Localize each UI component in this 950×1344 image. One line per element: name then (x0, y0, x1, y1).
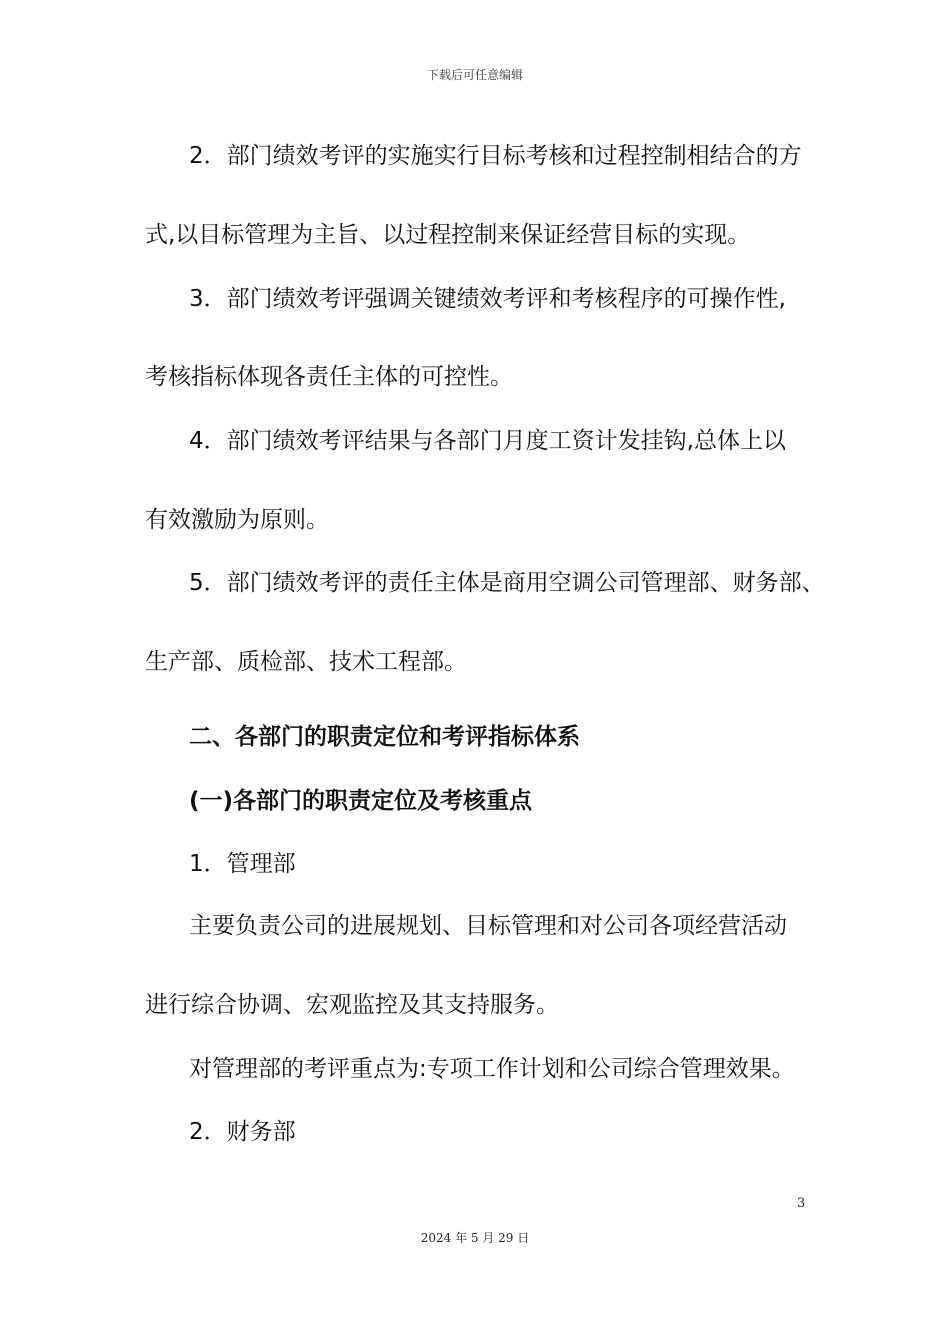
paragraph-line-2: 式,以目标管理为主旨、以过程控制来保证经营目标的实现。 (145, 222, 751, 248)
paragraph-line-3: 3．部门绩效考评强调关键绩效考评和考核程序的可操作性, (189, 286, 786, 312)
paragraph-line-9: 主要负责公司的进展规划、目标管理和对公司各项经营活动 (189, 913, 787, 939)
paragraph-line-5: 4．部门绩效考评结果与各部门月度工资计发挂钩,总体上以 (189, 428, 786, 454)
paragraph-line-8: 生产部、质检部、技术工程部。 (145, 649, 467, 675)
page-number: 3 (797, 1196, 806, 1211)
paragraph-line-7: 5．部门绩效考评的责任主体是商用空调公司管理部、财务部、 (189, 570, 825, 596)
section-heading: 二、各部门的职责定位和考评指标体系 (189, 724, 580, 750)
subsection-heading: (一)各部门的职责定位及考核重点 (189, 788, 533, 814)
page-header: 下载后可任意编辑 (426, 68, 523, 82)
item-heading-management: 1．管理部 (189, 851, 296, 877)
item-heading-finance: 2．财务部 (189, 1119, 296, 1145)
paragraph-line-6: 有效激励为原则。 (145, 507, 329, 533)
paragraph-line-4: 考核指标体现各责任主体的可控性。 (145, 364, 513, 390)
paragraph-line-11: 对管理部的考评重点为:专项工作计划和公司综合管理效果。 (189, 1056, 795, 1082)
paragraph-line-1: 2．部门绩效考评的实施实行目标考核和过程控制相结合的方 (189, 143, 802, 169)
paragraph-line-10: 进行综合协调、宏观监控及其支持服务。 (145, 992, 559, 1018)
footer-date: 2024 年 5 月 29 日 (420, 1231, 530, 1245)
